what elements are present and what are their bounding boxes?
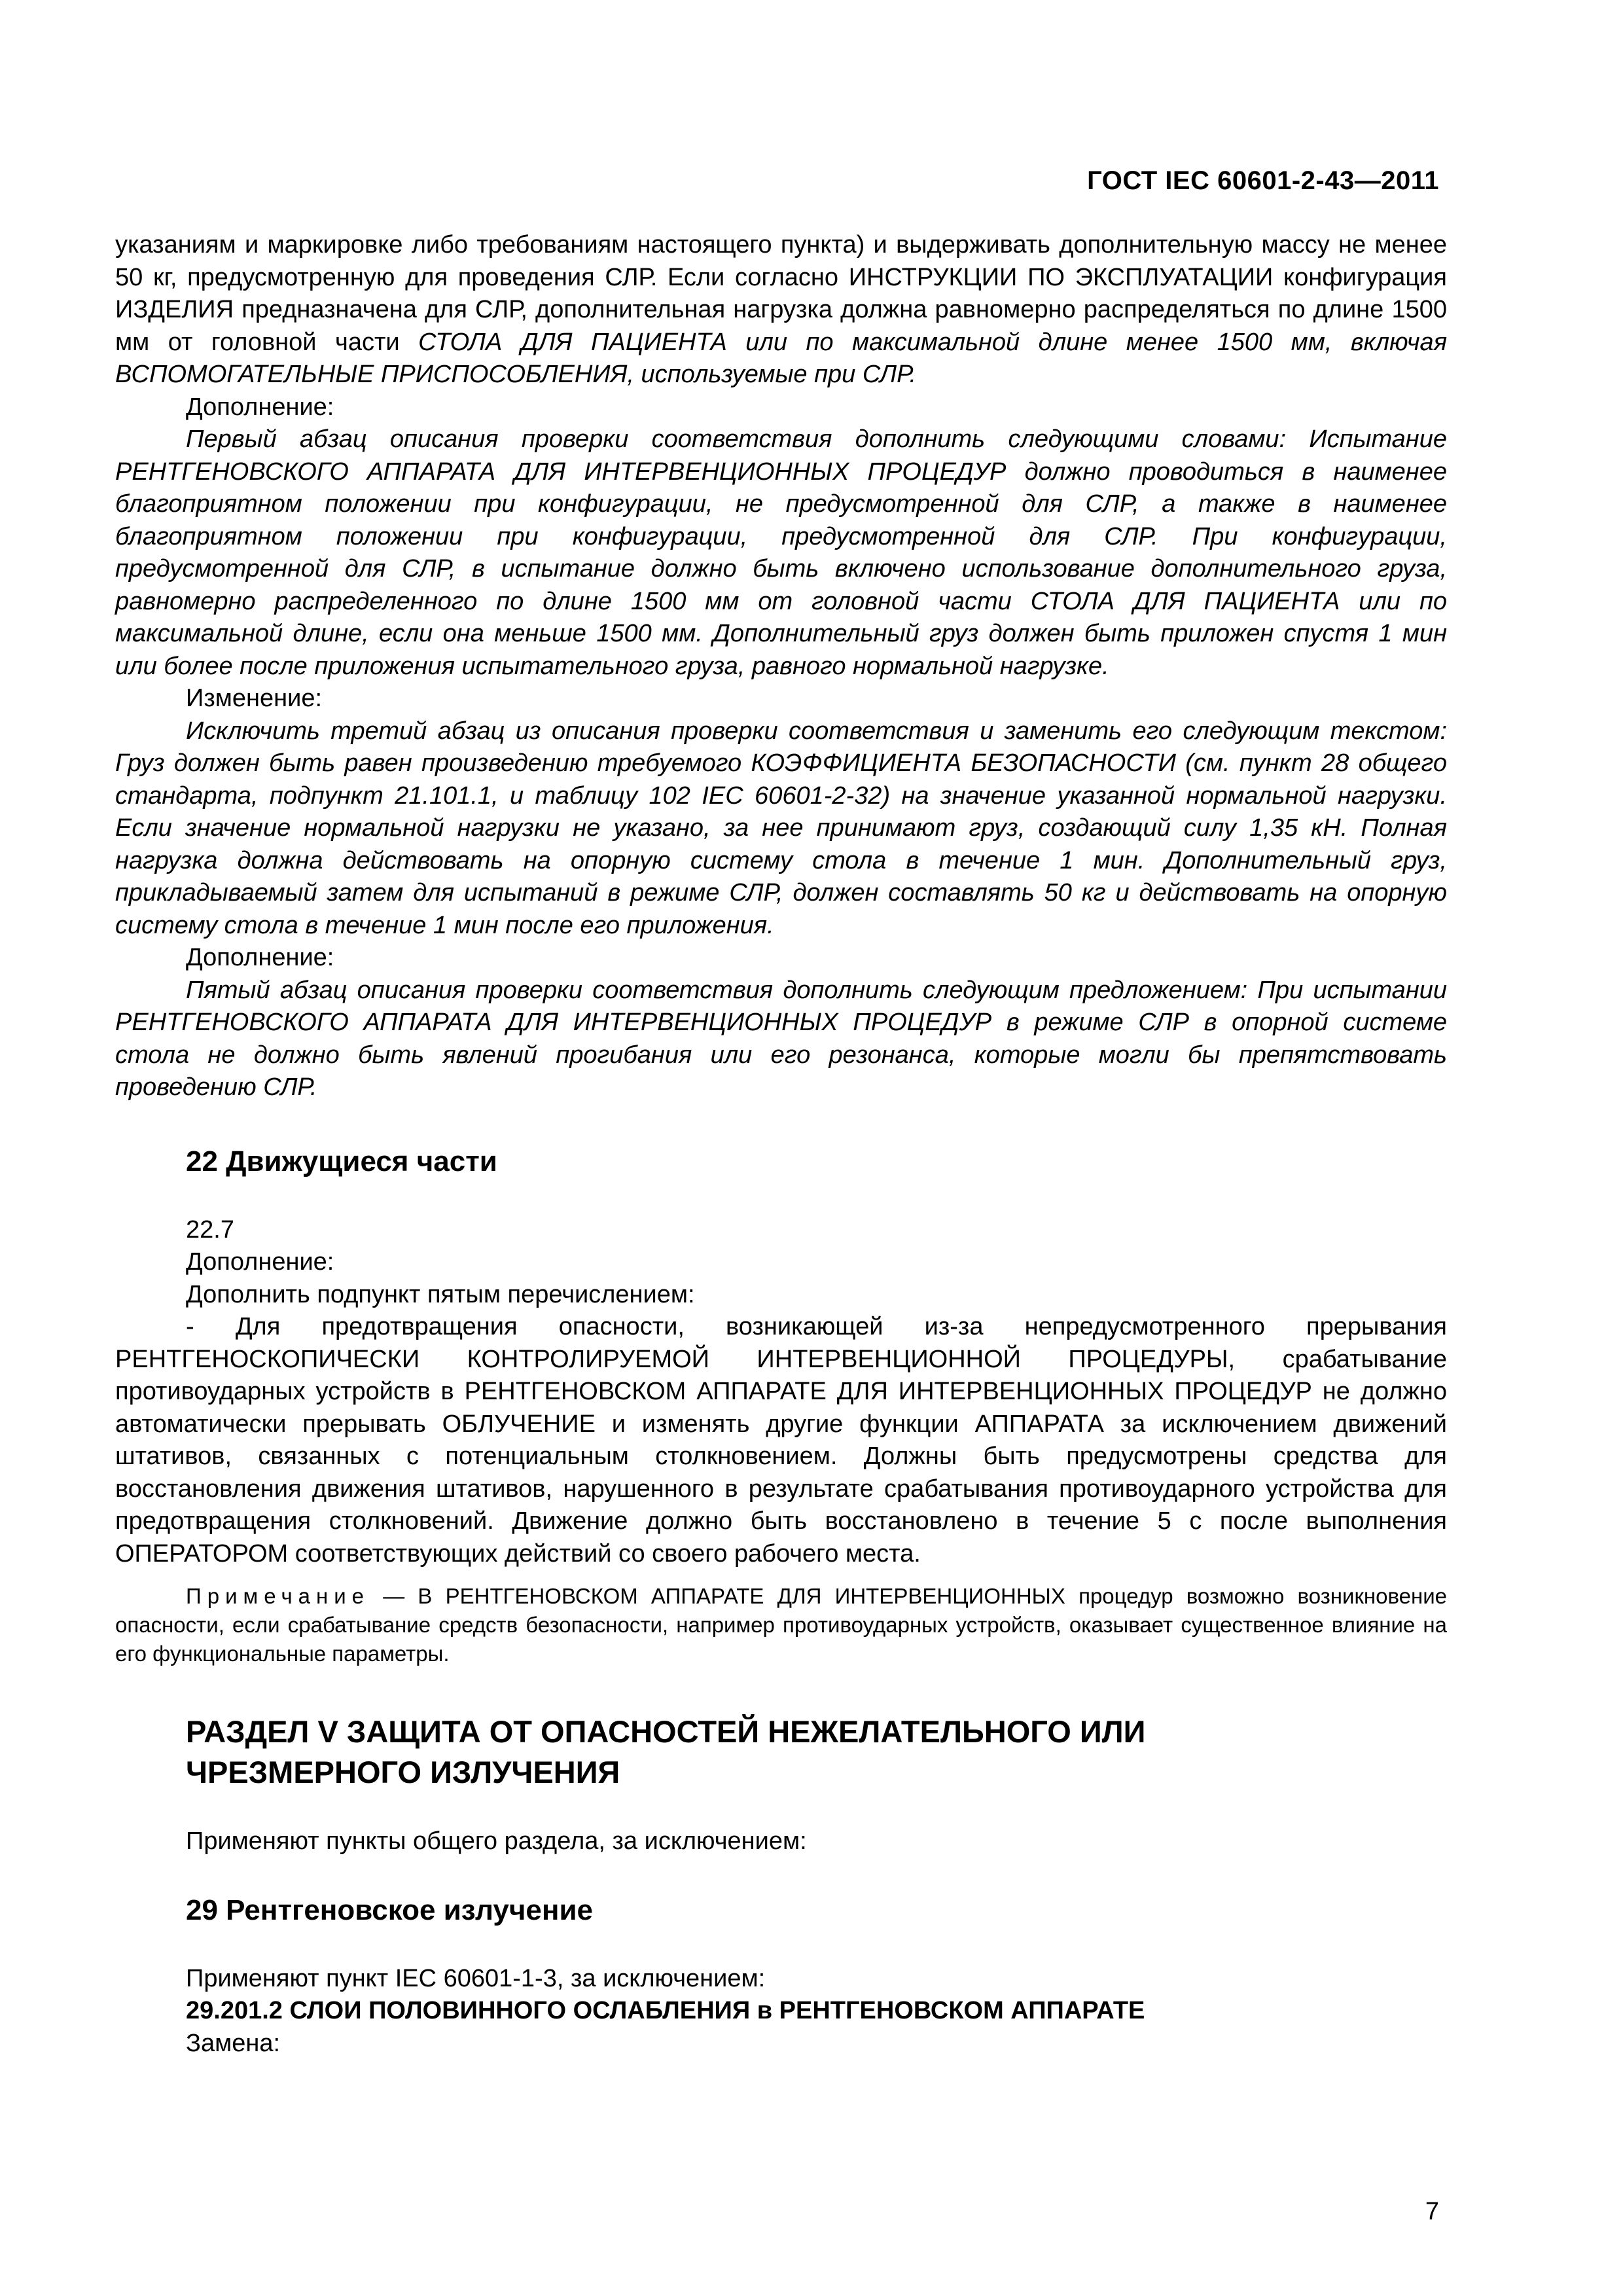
amendment-lead: Дополнить подпункт пятым перечислением: [186, 1280, 695, 1308]
enumeration-paragraph: - Для предотвращения опасности, возникающей из-за непредусмотренного прерывания РЕНТГЕНОСКОПИЧЕСКИ КОНТРОЛИРУЕМОЙ ИНТЕРВЕНЦИОННОЙ ПРОЦЕДУРЫ, срабатывание противоударных устройств в РЕНТГЕНОВСКОМ АППАРАТЕ ДЛЯ ИНТЕРВЕНЦИОННЫХ ПРОЦЕДУР не должно автоматически прерывать ОБЛУЧЕНИЕ и изменять другие функции АППАРАТА за исключением движений штативов, связанных с потенциальным столкновением. Должны быть предусмотрены средства для восстановления движения штативов, нарушенного в результате срабатывания противоударного устройства для предотвращения столкновений. Движение должно быть восстановлено в течение 5 с после выполнения ОПЕРАТОРОМ соответствующих действий со своего рабочего места. [115, 1313, 1447, 1568]
note-paragraph [115, 1582, 1447, 1668]
change-label: Изменение: [186, 685, 323, 712]
amendment-paragraph: Пятый абзац описания проверки соответствия дополнить следующим предложением: При испытании РЕНТГЕНОВСКОГО АППАРАТА ДЛЯ ИНТЕРВЕНЦИОННЫХ ПРОЦЕДУР в режиме СЛР в опорной системе стола не должно быть явлений прогибания или его резонанса, которые могли бы препятствовать проведению СЛР. [115, 976, 1447, 1101]
section-heading-22: 22 Движущиеся части [186, 1145, 497, 1177]
subclause-number: 29.201.2 [186, 1997, 283, 2024]
replace-label: Замена: [186, 2029, 281, 2057]
change-paragraph: Исключить третий абзац из описания проверки соответствия и заменить его следующим текстом: Груз должен быть равен произведению требуемого КОЭФФИЦИЕНТА БЕЗОПАСНОСТИ (см. пункт 28 общего стандарта, подпункт 21.101.1, и таблицу 102 IEC 60601-2-32) на значение указанной нормальной нагрузки. Если значение нормальной нагрузки не указано, за нее принимают груз, создающий силу 1,35 кН. Полная нагрузка должна действовать на опорную систему стола в течение 1 мин. Дополнительный груз, прикладываемый затем для испытаний в режиме СЛР, должен составлять 50 кг и действовать на опорную систему стола в течение 1 мин после его приложения. [115, 717, 1447, 939]
paragraph-italic-text: СТОЛА ДЛЯ ПАЦИЕНТА или по максимальной длине менее 1500 мм, включая ВСПОМОГАТЕЛЬНЫЕ ПРИСПОСОБЛЕНИЯ, используемые при СЛР. [115, 328, 1447, 388]
document-code-header: ГОСТ IEC 60601-2-43—2011 [1087, 166, 1439, 195]
page-number: 7 [1425, 2198, 1439, 2225]
subclause-heading [115, 1995, 1447, 2028]
clause-number: 22.7 [186, 1215, 234, 1244]
subclause-title: СЛОИ ПОЛОВИННОГО ОСЛАБЛЕНИЯ в РЕНТГЕНОВСКОМ АППАРАТЕ [289, 1997, 1145, 2024]
paragraph-continuation [115, 229, 1447, 391]
paragraph-text: указаниям и маркировке либо требованиям настоящего пункта) и выдерживать дополнительную массу не менее 50 кг, предусмотренную для проведения СЛР. Если согласно ИНСТРУКЦИИ ПО ЭКСПЛУАТАЦИИ конфигурация ИЗДЕЛИЯ предназначена для СЛР, дополнительная нагрузка должна равномерно распределяться по длине 1500 мм от головной части [115, 231, 1447, 356]
paragraph: Применяют пункт IEC 60601-1-3, за исключением: [186, 1964, 766, 1992]
page-body [115, 229, 1447, 2060]
note-text: — В РЕНТГЕНОВСКОМ АППАРАТЕ ДЛЯ ИНТЕРВЕНЦИОННЫХ процедур возможно возникновение опасности, если срабатывание средств безопасности, например противоударных устройств, оказывает существенное влияние на его функциональные параметры. [115, 1584, 1447, 1666]
part-heading-line: ЧРЕЗМЕРНОГО ИЗЛУЧЕНИЯ [186, 1755, 620, 1789]
note-label: Примечание [186, 1584, 370, 1608]
part-heading-line: РАЗДЕЛ V ЗАЩИТА ОТ ОПАСНОСТЕЙ НЕЖЕЛАТЕЛЬНОГО ИЛИ [186, 1714, 1146, 1749]
amendment-label: Дополнение: [186, 393, 334, 421]
paragraph: Применяют пункты общего раздела, за исключением: [186, 1827, 807, 1855]
amendment-label: Дополнение: [186, 1248, 334, 1276]
section-heading-29: 29 Рентгеновское излучение [186, 1893, 593, 1926]
amendment-label: Дополнение: [186, 944, 334, 971]
part-heading [115, 1712, 1447, 1793]
amendment-paragraph: Первый абзац описания проверки соответствия дополнить следующими словами: Испытание РЕНТГЕНОВСКОГО АППАРАТА ДЛЯ ИНТЕРВЕНЦИОННЫХ ПРОЦЕДУР должно проводиться в наименее благоприятном положении при конфигурации, не предусмотренной для СЛР, а также в наименее благоприятном положении при конфигурации, предусмотренной для СЛР. При конфигурации, предусмотренной для СЛР, в испытание должно быть включено использование дополнительного груза, равномерно распределенного по длине 1500 мм от головной части СТОЛА ДЛЯ ПАЦИЕНТА или по максимальной длине, если она меньше 1500 мм. Дополнительный груз должен быть приложен спустя 1 мин или более после приложения испытательного груза, равного нормальной нагрузке. [115, 425, 1447, 680]
